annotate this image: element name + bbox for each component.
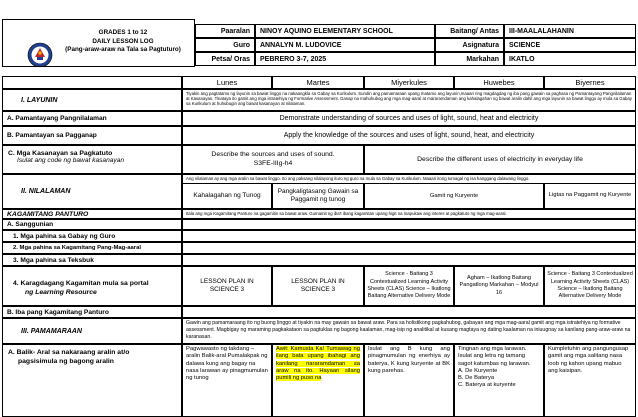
day-biyernes: Biyernes [544,76,636,89]
header-left-box [2,19,195,67]
lr-portal-c3: Science - Baitang 3 Contextualized Learning Activity Sheets (CLAS) Science – Ikatlong Baitang Alternative Delivery Mode [364,266,454,306]
balik-aral-c2 [272,344,364,417]
sanggunian-item3-blank [182,254,636,266]
nilalaman-note: Ang nilalaman ay ang mga aralin sa bawat linggo. Ito ang paksang nilalayong ituro ng guro na mula sa Gabay sa Kurikulum. Maaari itong tumagal ng isa hanggang dalawang linggo. [182,174,636,183]
balik-aral-label-line1: A. Balik- Aral sa nakaraang aralin at/o [8,349,130,356]
lr-portal-c4: Agham – Ikatlong Baitang Pangatlong Markahan – Modyul 16 [454,266,544,306]
balik-aral-c1: Pagwawasto ng takdang – aralin Balik-aral Pumalakpak ng dalawa kung ang bagay na nasa larawan ay pinagmumulan ng tunog [182,344,272,417]
day-huwebes: Huwebes [454,76,544,89]
balik-aral-c4-line2: Isulat ang letra ng tamang [458,353,526,360]
nilalaman-label-text: II. NILALAMAN [21,188,71,195]
layunin-label-text: I. LAYUNIN [21,96,58,104]
nilalaman-c3: Gamit ng Kuryente [364,183,544,209]
sanggunian-item2-blank [182,242,636,254]
header-label-guro: Guro [195,38,255,52]
nilalaman-c1: Kahalagahan ng Tunog [182,183,272,209]
log-subtitle: (Pang-araw-araw na Tala sa Pagtuturo) [65,46,181,53]
deped-seal-icon [27,42,53,67]
kasanayan-left-code: S3FE-IIIg-h4 [253,160,293,167]
teacher-value: ANNALYN M. LUDOVICE [255,38,435,52]
balik-aral-label [2,344,182,417]
day-martes: Martes [272,76,364,89]
lr-portal-c1: LESSON PLAN IN SCIENCE 3 [182,266,272,306]
balik-aral-c4-line1: Tingnan ang mga larawan. [458,346,527,352]
header-label-markahan: Markahan [435,52,504,66]
subject-value: SCIENCE [504,38,636,52]
pamamaraan-label-text: III. PAMAMARAAN [21,327,82,335]
days-row-blank [2,76,182,89]
pamantayang-pangnilalaman-value: Demonstrate understanding of sources and uses of light, sound, heat and electricity [182,111,636,126]
sanggunian-item4-line1: 4. Karagdagang Kagamitan mula sa portal [13,280,149,287]
kagamitang-panturo-label-text: KAGAMITANG PANTURO [7,210,89,218]
kasanayan-right: Describe the different uses of electricity in everyday life [364,145,636,174]
kagamitang-panturo-note: Itala ang mga Kagamitang Panturo na gagamitin sa bawat araw. Gumamit ng iba't ibang kagamitan upang higit na mapukaw ang interes at pagkatuto ng mga mag-aaral. [182,209,636,219]
balik-aral-c2-highlighted-text: Awit: Kamusta Ka! Tumawag ng ilang bata upang ibahagi ang kanilang nararamdaman sa araw na ito. Hayaan silang pumili ng puso na [276,346,360,382]
lr-portal-c2: LESSON PLAN IN SCIENCE 3 [272,266,364,306]
sanggunian-item1-blank [182,230,636,242]
lr-portal-c5: Science - Baitang 3 Contextualized Learning Activity Sheets (CLAS) Science – Ikatlong Baitang Alternative Delivery Mode [544,266,636,306]
grade-value: III-MAALALAHANIN [504,24,636,38]
kasanayan-left-text: Describe the sources and uses of sound. [211,151,335,158]
sanggunian-row-blank [182,219,636,230]
balik-aral-c5: Kumpletuhin ang pangungusap gamit ang mga salitang nasa loob ng kahon upang mabuo ang kaisipan. [544,344,636,417]
header-label-baitang: Baitang/ Antas [435,24,504,38]
nilalaman-c4: Ligtas na Paggamit ng Kuryente [544,183,636,209]
balik-aral-c3: Isulat ang B kung ang pinagmumulan ng enerhiya ay baterya, K kung kuryente at BK kung parehas. [364,344,454,417]
balik-aral-c4-line5: B. De Baterya [458,375,495,382]
sanggunian-item3: 3. Mga pahina sa Teksbuk [2,254,182,266]
quarter-value: IKATLO [504,52,636,66]
pamantayan-pagganap-value: Apply the knowledge of the sources and uses of light, sound, heat, and electricity [182,126,636,145]
sanggunian-label: A. Sanggunian [2,219,182,230]
kasanayan-label-text: C. Mga Kasanayan sa Pagkatuto [8,150,113,157]
balik-aral-c4-line6: C. Baterya at kuryente [458,382,516,389]
pamamaraan-note: Gawin ang pamamaraang ito ng buong linggo at tiyakin na may gawain sa bawat araw. Para sa holistikong pagkahubog, gabayan ang mga mag-aaral gamit ang mga istratehiya ng formative assessment. Magbigay ng maraming pagkakataon sa pagtuklas ng bagong kaalaman, mag-isip ng analitikal at kusang magtaya ng dating kaalaman na iniuugnay sa kanilang pang-araw-araw na karanasan. [182,318,636,344]
sanggunian-item4-line2: ng Learning Resource [25,289,97,296]
sanggunian-item1: 1. Mga pahina sa Gabay ng Guro [2,230,182,242]
log-title: DAILY LESSON LOG [92,37,154,45]
header-label-paaralan: Paaralan [195,24,255,38]
kasanayan-label [2,145,182,174]
sanggunian-item4 [2,266,182,306]
nilalaman-label [2,174,182,209]
balik-aral-c4 [454,344,544,417]
layunin-label [2,89,182,111]
iba-pang-kagamitan-blank [182,306,636,318]
pamantayan-pagganap-label: B. Pamantayan sa Pagganap [2,126,182,145]
school-value: NINOY AQUINO ELEMENTARY SCHOOL [255,24,435,38]
header-label-petsa: Petsa/ Oras [195,52,255,66]
balik-aral-c4-line4: A. De Kuryente [458,367,498,374]
kasanayan-sublabel: Isulat ang code ng bawat kasanayan [17,157,125,164]
pamantayang-pangnilalaman-label: A. Pamantayang Pangnilalaman [2,111,182,126]
nilalaman-c2: Pangkaligtasang Gawain sa Paggamit ng tunog [272,183,364,209]
day-lunes: Lunes [182,76,272,89]
grades-label: GRADES 1 to 12 [98,29,148,36]
day-miyerkules: Miyerkules [364,76,454,89]
date-value: PEBRERO 3-7, 2025 [255,52,435,66]
kasanayan-left [182,145,364,174]
layunin-note: Tiyakin ang pagtatamo ng layunin sa bawat linggo na nakaangkla sa Gabay sa Kurikulum. Sundin ang pamamaraan upang matamo ang layunin,maaari ring magdagdag ng iba pang gawain sa paghasa ng Pamantayang Pangnilalaman at Kasanayan. Tinataya ito gamit ang mga istratehiya ng Formative Assessment. Ganap na mahuhubog ang mga mag-aaral at mararamdaman ang kahalagahan ng bawat aralin dahil ang mga layunin sa bawat linggo ay mula sa Gabay sa Kurikulum at huhubugin ang bawat kasanayan at nilalaman. [182,89,636,111]
sanggunian-item2: 2. Mga pahina sa Kagamitang Pang-Mag-aaral [2,242,182,254]
kagamitang-panturo-label [2,209,182,219]
balik-aral-label-line2: pagsisimula ng bagong aralin [18,358,114,365]
balik-aral-c4-line3: sagot katumbas ng larawan. [458,360,531,367]
iba-pang-kagamitan-label: B. Iba pang Kagamitang Panturo [2,306,182,318]
header-label-asignatura: Asignatura [435,38,504,52]
pamamaraan-label [2,318,182,344]
